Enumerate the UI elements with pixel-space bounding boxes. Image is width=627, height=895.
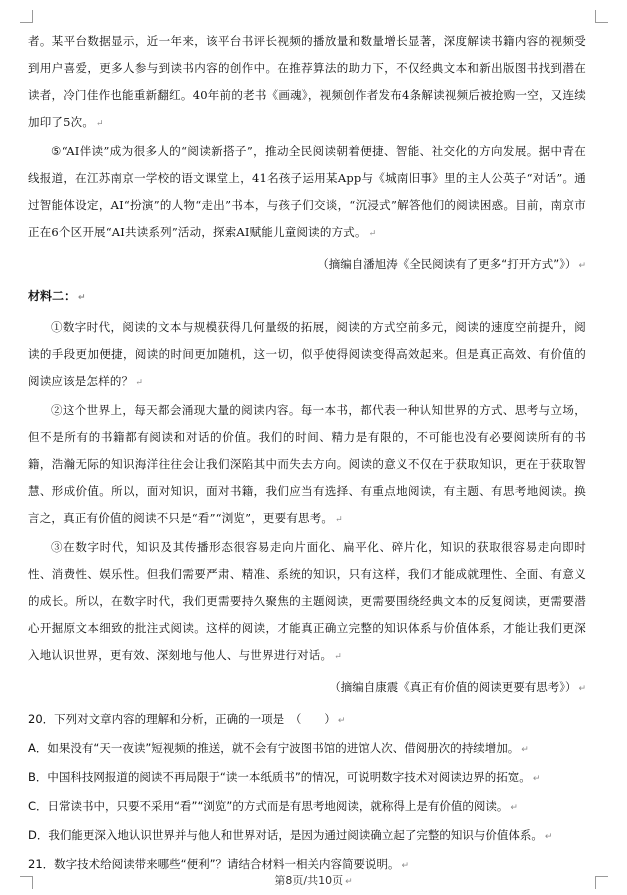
- paragraph-mark-icon: ↵: [334, 652, 342, 662]
- paragraph-mark-icon: ↵: [401, 861, 410, 871]
- page-footer: 第8页/共10页 ↵: [274, 874, 353, 887]
- paragraph-mark-icon: ↵: [544, 832, 553, 842]
- paragraph-mark-icon: ↵: [337, 716, 346, 726]
- material1-paragraph-continued: 者。某平台数据显示，近一年来，该平台书评长视频的播放量和数量增长显著，深度解读书籍内容的视频受到用户喜爱，更多人参与到读书内容的创作中。在推荐算法的助力下，不仅经典文本和新出版图书找到潜在读者，冷门佳作也能重新翻红。40年前的老书《画魂》，视频创作者发布4条解读视频后被抢购一空，又连续加印了5次。 ↵: [28, 34, 586, 129]
- paragraph-mark-icon: ↵: [532, 774, 541, 784]
- question-20-option-a: A．如果没有“天一夜读”短视频的推送，就不会有宁波图书馆的进馆人次、借阅册次的持续增加。 ↵: [28, 741, 529, 755]
- question-21-stem: 21．数字技术给阅读带来哪些“便利”？请结合材料一相关内容简要说明。 ↵: [28, 857, 410, 871]
- paragraph-mark-icon: ↵: [78, 293, 86, 303]
- material1-source: （摘编自潘旭涛《全民阅读有了更多“打开方式”》） ↵: [317, 257, 586, 271]
- material2-paragraph-2: ②这个世界上，每天都会涌现大量的阅读内容。每一本书，都代表一种认知世界的方式、思考与立场，但不是所有的书籍都有阅读和对话的价值。我们的时间、精力是有限的，不可能也没有必要阅读所有的书籍，浩瀚无际的知识海洋往往会让我们深陷其中而失去方向。阅读的意义不仅在于获取知识，更在于获取智慧、形成价值。所以，面对知识，面对书籍，我们应当有选择、有重点地阅读，有主题、有思考地阅读。换言之，真正有价值的阅读不只是“看”“浏览”，更要有思考。 ↵: [28, 403, 586, 525]
- material2-paragraph-1: ①数字时代，阅读的文本与规模获得几何量级的拓展，阅读的方式空前多元，阅读的速度空前提升，阅读的手段更加便捷，阅读的时间更加随机，这一切，似乎使得阅读变得高效起来。但是真正高效、有价值的阅读应该是怎样的？ ↵: [28, 320, 586, 388]
- material2-heading: 材料二： ↵: [28, 289, 86, 303]
- paragraph-mark-icon: ↵: [521, 745, 529, 755]
- paragraph-mark-icon: ↵: [510, 803, 518, 813]
- paragraph-mark-icon: ↵: [368, 229, 377, 239]
- material2-paragraph-3: ③在数字时代，知识及其传播形态很容易走向片面化、扁平化、碎片化，知识的获取很容易走向即时性、消费性、娱乐性。但我们需要严肃、精准、系统的知识，只有这样，我们才能成就理性、全面、有意义的成长。所以，在数字时代，我们更需要持久聚焦的主题阅读，更需要围绕经典文本的反复阅读，更需要潜心开掘原文本细致的批注式阅读。这样的阅读，才能真正确立完整的知识体系与价值体系，才能让我们更深入地认识世界，更有效、深刻地与他人、与世界进行对话。 ↵: [28, 540, 586, 662]
- paragraph-mark-icon: ↵: [578, 261, 586, 271]
- material1-paragraph-5: ⑤“AI伴读”成为很多人的“阅读新搭子”，推动全民阅读朝着便捷、智能、社交化的方向发展。据中青在线报道，在江苏南京一学校的语文课堂上，41名孩子运用某App与《城南旧事》里的主人公英子“对话”。通过智能体设定，AI“扮演”的人物“走出”书本，与孩子们交谈，“沉浸式”解答他们的阅读困惑。目前，南京市正在6个区开展“AI共读系列”活动，探索AI赋能儿童阅读的方式。 ↵: [28, 144, 586, 239]
- corner-mark-top-left: [20, 10, 33, 23]
- question-20-stem: 20．下列对文章内容的理解和分析，正确的一项是 （ ） ↵: [28, 712, 346, 726]
- question-20-option-d: D．我们能更深入地认识世界并与他人和世界对话，是因为通过阅读确立起了完整的知识与价值体系。 ↵: [28, 828, 553, 842]
- question-20-option-c: C．日常读书中，只要不采用“看”“浏览”的方式而是有思考地阅读，就称得上是有价值的阅读。 ↵: [28, 799, 518, 813]
- paragraph-mark-icon: ↵: [135, 378, 144, 388]
- corner-mark-top-right: [595, 10, 608, 23]
- paragraph-mark-icon: ↵: [578, 684, 586, 694]
- paragraph-mark-icon: ↵: [96, 119, 104, 129]
- paragraph-mark-icon: ↵: [345, 877, 353, 887]
- material2-source: （摘编自康震《真正有价值的阅读更要有思考》） ↵: [329, 680, 586, 694]
- question-20-option-b: B．中国科技网报道的阅读不再局限于“读一本纸质书”的情况，可说明数字技术对阅读边界的拓宽。 ↵: [28, 770, 541, 784]
- paragraph-mark-icon: ↵: [335, 515, 343, 525]
- document-page: [28, 28, 586, 880]
